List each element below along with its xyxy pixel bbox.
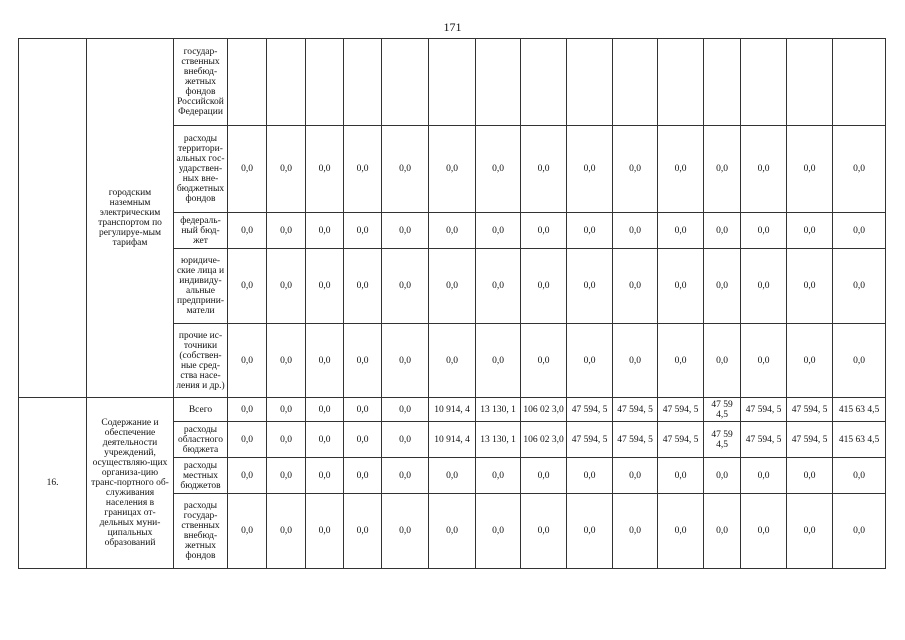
value-cell: 0,0 [704,324,741,398]
value-cell: 0,0 [613,213,658,249]
row-number-cell [19,39,87,398]
value-cell: 0,0 [787,494,833,569]
value-cell: 47 594, 5 [787,422,833,458]
value-cell [267,39,306,126]
value-cell: 0,0 [704,494,741,569]
value-cell: 0,0 [306,422,344,458]
value-cell: 0,0 [382,126,429,213]
value-cell: 0,0 [306,458,344,494]
value-cell [228,39,267,126]
value-cell: 0,0 [521,249,567,324]
value-cell: 0,0 [382,398,429,422]
value-cell: 0,0 [658,249,704,324]
value-cell: 0,0 [344,324,382,398]
funding-source-cell: государ-ственных внебюд-жетных фондов Российской Федерации [174,39,228,126]
value-cell: 0,0 [704,458,741,494]
value-cell: 47 594, 5 [658,398,704,422]
value-cell: 47 59 4,5 [704,398,741,422]
value-cell: 0,0 [267,398,306,422]
value-cell: 0,0 [567,213,613,249]
value-cell: 0,0 [613,458,658,494]
value-cell: 0,0 [228,249,267,324]
value-cell: 0,0 [267,126,306,213]
value-cell: 0,0 [521,213,567,249]
value-cell [704,39,741,126]
value-cell: 415 63 4,5 [833,398,886,422]
value-cell [741,39,787,126]
value-cell: 0,0 [567,126,613,213]
value-cell: 0,0 [741,249,787,324]
value-cell: 0,0 [476,324,521,398]
funding-source-cell: расходы областного бюджета [174,422,228,458]
value-cell: 0,0 [228,324,267,398]
funding-source-cell: федераль-ный бюд-жет [174,213,228,249]
value-cell: 0,0 [521,458,567,494]
value-cell: 47 594, 5 [741,422,787,458]
value-cell: 0,0 [613,126,658,213]
value-cell: 0,0 [429,458,476,494]
value-cell: 0,0 [833,324,886,398]
value-cell: 0,0 [476,494,521,569]
value-cell: 13 130, 1 [476,422,521,458]
value-cell: 0,0 [833,126,886,213]
value-cell: 0,0 [741,126,787,213]
value-cell: 0,0 [787,458,833,494]
value-cell: 0,0 [429,324,476,398]
value-cell: 0,0 [344,249,382,324]
value-cell [429,39,476,126]
value-cell: 0,0 [476,458,521,494]
value-cell: 0,0 [704,249,741,324]
value-cell [382,39,429,126]
value-cell: 0,0 [741,458,787,494]
value-cell: 0,0 [267,494,306,569]
value-cell: 0,0 [344,458,382,494]
value-cell: 0,0 [344,398,382,422]
value-cell: 0,0 [521,126,567,213]
value-cell: 0,0 [267,249,306,324]
value-cell: 0,0 [382,494,429,569]
value-cell: 0,0 [658,126,704,213]
value-cell: 0,0 [833,213,886,249]
value-cell: 0,0 [521,494,567,569]
value-cell: 0,0 [567,324,613,398]
funding-source-cell: расходы местных бюджетов [174,458,228,494]
value-cell: 0,0 [267,213,306,249]
table-row [19,39,886,126]
value-cell: 0,0 [567,458,613,494]
value-cell: 47 594, 5 [613,398,658,422]
funding-source-cell: расходы государ-ственных внебюд-жетных фондов [174,494,228,569]
table-row [19,398,886,422]
value-cell: 47 594, 5 [567,398,613,422]
value-cell: 0,0 [267,422,306,458]
value-cell: 0,0 [306,494,344,569]
value-cell: 47 594, 5 [658,422,704,458]
value-cell: 0,0 [228,494,267,569]
value-cell: 0,0 [344,213,382,249]
value-cell: 0,0 [741,213,787,249]
value-cell: 0,0 [658,213,704,249]
value-cell: 0,0 [228,126,267,213]
value-cell: 106 02 3,0 [521,422,567,458]
funding-source-cell: прочие ис-точники (собствен-ные сред-ства насе-ления и др.) [174,324,228,398]
measure-name-cell: городским наземным электрическим транспортом по регулируе-мым тарифам [87,39,174,398]
value-cell: 0,0 [521,324,567,398]
value-cell: 0,0 [344,494,382,569]
value-cell: 0,0 [228,213,267,249]
value-cell: 0,0 [787,324,833,398]
value-cell [476,39,521,126]
page-number: 171 [443,20,462,34]
measure-name-cell: Содержание и обеспечение деятельности учреждений, осуществляю-щих организа-цию транс-портного об-служивания населения в границах от-дельных муни-ципальных образований [87,398,174,569]
value-cell: 0,0 [429,126,476,213]
value-cell: 0,0 [382,249,429,324]
value-cell: 0,0 [567,494,613,569]
value-cell: 10 914, 4 [429,422,476,458]
value-cell: 0,0 [476,249,521,324]
value-cell: 10 914, 4 [429,398,476,422]
value-cell: 0,0 [382,213,429,249]
value-cell: 0,0 [382,324,429,398]
value-cell: 0,0 [306,398,344,422]
value-cell: 0,0 [704,213,741,249]
value-cell [567,39,613,126]
value-cell: 106 02 3,0 [521,398,567,422]
value-cell: 0,0 [787,213,833,249]
value-cell: 47 594, 5 [567,422,613,458]
value-cell: 0,0 [344,126,382,213]
value-cell: 0,0 [429,213,476,249]
value-cell: 0,0 [787,249,833,324]
value-cell: 0,0 [567,249,613,324]
value-cell: 0,0 [429,249,476,324]
value-cell: 0,0 [833,458,886,494]
value-cell: 0,0 [306,126,344,213]
value-cell: 0,0 [306,249,344,324]
value-cell: 0,0 [658,494,704,569]
value-cell: 0,0 [658,324,704,398]
value-cell: 0,0 [658,458,704,494]
budget-table [18,38,886,569]
value-cell: 0,0 [476,213,521,249]
value-cell [521,39,567,126]
value-cell: 0,0 [344,422,382,458]
value-cell: 0,0 [476,126,521,213]
value-cell: 0,0 [228,422,267,458]
value-cell: 13 130, 1 [476,398,521,422]
value-cell: 0,0 [613,494,658,569]
row-number-cell: 16. [19,398,87,569]
value-cell: 0,0 [704,126,741,213]
funding-source-cell: юридиче-ские лица и индивиду-альные предприни-матели [174,249,228,324]
funding-source-cell: расходы территори-альных гос-ударствен-ных вне-бюджетных фондов [174,126,228,213]
value-cell: 0,0 [306,213,344,249]
value-cell [613,39,658,126]
value-cell: 0,0 [267,458,306,494]
value-cell: 0,0 [741,324,787,398]
value-cell: 0,0 [833,494,886,569]
value-cell: 0,0 [228,398,267,422]
value-cell: 47 594, 5 [613,422,658,458]
value-cell: 0,0 [787,126,833,213]
value-cell: 47 594, 5 [741,398,787,422]
value-cell: 0,0 [228,458,267,494]
value-cell: 0,0 [382,422,429,458]
value-cell: 47 594, 5 [787,398,833,422]
value-cell: 0,0 [267,324,306,398]
value-cell [833,39,886,126]
value-cell [658,39,704,126]
value-cell: 0,0 [613,249,658,324]
funding-source-cell: Всего [174,398,228,422]
value-cell: 0,0 [833,249,886,324]
value-cell [787,39,833,126]
value-cell [306,39,344,126]
value-cell: 0,0 [741,494,787,569]
value-cell: 47 59 4,5 [704,422,741,458]
value-cell [344,39,382,126]
value-cell: 0,0 [429,494,476,569]
value-cell: 0,0 [306,324,344,398]
value-cell: 0,0 [613,324,658,398]
value-cell: 415 63 4,5 [833,422,886,458]
value-cell: 0,0 [382,458,429,494]
